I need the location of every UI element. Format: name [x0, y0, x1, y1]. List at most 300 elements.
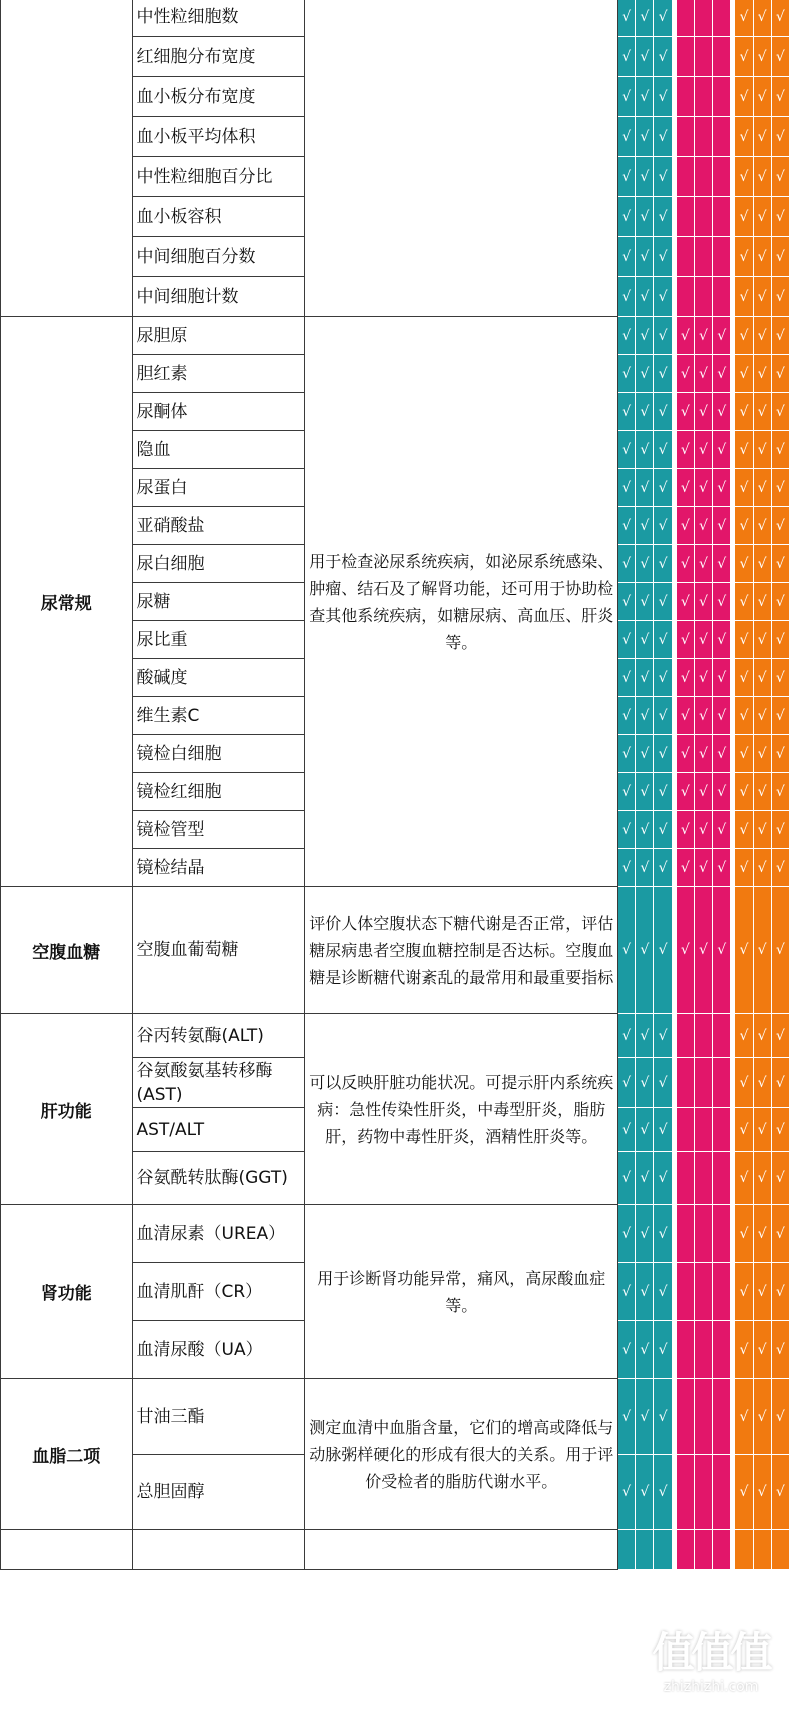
category-cell [1, 0, 133, 317]
check-cell [713, 1152, 731, 1205]
check-cell [654, 1108, 672, 1152]
check-mark-icon: √ [717, 327, 727, 344]
check-mark-icon: √ [757, 555, 767, 572]
check-mark-icon: √ [622, 365, 632, 382]
check-mark-icon: √ [739, 8, 749, 25]
check-cell [713, 1263, 731, 1321]
check-mark-icon: √ [622, 1225, 632, 1242]
item-name-cell: 尿糖 [132, 583, 305, 621]
check-mark-icon: √ [757, 1283, 767, 1300]
check-cell [771, 659, 789, 697]
check-mark-icon: √ [775, 365, 785, 382]
description-cell: 用于诊断肾功能异常，痛风，高尿酸血症等。 [305, 1205, 618, 1379]
exam-table-body [1, 0, 790, 1570]
check-cell [771, 1058, 789, 1108]
check-cell [654, 469, 672, 507]
check-cell [676, 317, 694, 355]
item-name-cell: 尿酮体 [132, 393, 305, 431]
check-cell [618, 1530, 636, 1570]
check-mark-icon: √ [640, 783, 650, 800]
check-cell [713, 237, 731, 277]
check-cell [618, 773, 636, 811]
check-mark-icon: √ [658, 1341, 668, 1358]
check-cell [771, 697, 789, 735]
check-cell [735, 811, 753, 849]
check-cell [753, 887, 771, 1014]
check-mark-icon: √ [622, 1283, 632, 1300]
check-cell [654, 1455, 672, 1530]
check-cell [636, 1530, 654, 1570]
item-name-cell: 中性粒细胞数 [132, 0, 305, 37]
check-mark-icon: √ [640, 88, 650, 105]
check-cell [713, 697, 731, 735]
check-cell [735, 1321, 753, 1379]
check-cell [676, 157, 694, 197]
check-cell [713, 431, 731, 469]
check-cell [636, 1379, 654, 1455]
item-name-cell: 镜检结晶 [132, 849, 305, 887]
check-mark-icon: √ [622, 168, 632, 185]
check-mark-icon: √ [658, 479, 668, 496]
item-name-cell: 血小板容积 [132, 197, 305, 237]
check-cell [636, 1263, 654, 1321]
check-cell [713, 1321, 731, 1379]
check-cell [771, 355, 789, 393]
check-cell [676, 1455, 694, 1530]
check-mark-icon: √ [680, 517, 690, 534]
check-mark-icon: √ [699, 441, 708, 458]
check-cell [735, 583, 753, 621]
check-mark-icon: √ [739, 248, 749, 265]
check-cell [636, 849, 654, 887]
check-mark-icon: √ [757, 365, 767, 382]
check-mark-icon: √ [658, 288, 668, 305]
check-cell [713, 659, 731, 697]
check-mark-icon: √ [622, 859, 632, 876]
check-cell [713, 37, 731, 77]
check-mark-icon: √ [757, 783, 767, 800]
check-mark-icon: √ [622, 783, 632, 800]
check-cell [694, 1152, 712, 1205]
check-mark-icon: √ [640, 1283, 650, 1300]
check-mark-icon: √ [739, 1341, 749, 1358]
table-row [1, 1205, 790, 1263]
check-mark-icon: √ [640, 745, 650, 762]
check-cell [694, 1379, 712, 1455]
check-mark-icon: √ [775, 1408, 785, 1425]
check-mark-icon: √ [717, 365, 727, 382]
check-mark-icon: √ [775, 1341, 785, 1358]
check-cell [713, 1379, 731, 1455]
check-cell [618, 545, 636, 583]
check-cell [753, 277, 771, 317]
check-cell [771, 887, 789, 1014]
check-cell [735, 277, 753, 317]
check-cell [753, 1205, 771, 1263]
check-cell [735, 431, 753, 469]
table-row [1, 1379, 790, 1455]
check-cell [735, 237, 753, 277]
watermark-logo: 值值值 [652, 1628, 770, 1677]
check-cell [676, 1058, 694, 1108]
check-cell [654, 1152, 672, 1205]
check-cell [735, 621, 753, 659]
check-mark-icon: √ [622, 942, 632, 958]
check-mark-icon: √ [775, 1074, 785, 1091]
check-mark-icon: √ [739, 669, 749, 686]
check-cell [753, 583, 771, 621]
item-name-cell: 空腹血葡萄糖 [132, 887, 305, 1014]
check-cell [694, 773, 712, 811]
check-cell [654, 1014, 672, 1058]
check-mark-icon: √ [757, 48, 767, 65]
check-cell [753, 355, 771, 393]
check-cell [618, 317, 636, 355]
item-name-cell: 镜检管型 [132, 811, 305, 849]
check-cell [713, 507, 731, 545]
check-mark-icon: √ [717, 403, 727, 420]
check-cell [618, 117, 636, 157]
check-cell [735, 469, 753, 507]
check-cell [676, 1263, 694, 1321]
item-name-cell: 谷丙转氨酶(ALT) [132, 1014, 305, 1058]
check-cell [753, 849, 771, 887]
check-mark-icon: √ [640, 1341, 650, 1358]
check-cell [654, 157, 672, 197]
check-cell [694, 1321, 712, 1379]
category-cell: 血脂二项 [1, 1379, 133, 1530]
check-mark-icon: √ [739, 1283, 749, 1300]
check-mark-icon: √ [775, 859, 785, 876]
check-cell [676, 355, 694, 393]
check-mark-icon: √ [658, 1484, 668, 1500]
check-cell [753, 659, 771, 697]
item-name-cell: 尿蛋白 [132, 469, 305, 507]
check-mark-icon: √ [699, 821, 708, 838]
check-cell [771, 37, 789, 77]
check-mark-icon: √ [658, 441, 668, 458]
check-cell [735, 157, 753, 197]
check-cell [694, 1530, 712, 1570]
check-cell [753, 393, 771, 431]
item-name-cell: 红细胞分布宽度 [132, 37, 305, 77]
check-mark-icon: √ [717, 745, 727, 762]
check-cell [735, 1455, 753, 1530]
check-cell [636, 237, 654, 277]
check-cell [735, 317, 753, 355]
check-cell [636, 317, 654, 355]
description-cell [305, 0, 618, 317]
item-name-cell: 尿白细胞 [132, 545, 305, 583]
check-cell [771, 77, 789, 117]
check-mark-icon: √ [640, 441, 650, 458]
check-cell [694, 1455, 712, 1530]
check-mark-icon: √ [757, 168, 767, 185]
check-mark-icon: √ [775, 248, 785, 265]
item-name-cell: 隐血 [132, 431, 305, 469]
check-mark-icon: √ [680, 555, 690, 572]
check-cell [713, 773, 731, 811]
check-mark-icon: √ [775, 745, 785, 762]
check-cell [654, 1263, 672, 1321]
category-cell: 空腹血糖 [1, 887, 133, 1014]
check-mark-icon: √ [757, 669, 767, 686]
check-mark-icon: √ [658, 783, 668, 800]
check-mark-icon: √ [717, 707, 727, 724]
check-mark-icon: √ [699, 707, 708, 724]
check-mark-icon: √ [739, 1027, 749, 1044]
item-name-cell: 谷氨酸氨基转移酶(AST) [132, 1058, 305, 1108]
check-mark-icon: √ [757, 1484, 767, 1500]
check-mark-icon: √ [739, 783, 749, 800]
check-mark-icon: √ [717, 783, 727, 800]
item-name-cell: 亚硝酸盐 [132, 507, 305, 545]
check-cell [694, 545, 712, 583]
check-mark-icon: √ [717, 859, 727, 876]
check-cell [618, 621, 636, 659]
check-mark-icon: √ [739, 859, 749, 876]
check-cell [618, 1455, 636, 1530]
check-mark-icon: √ [739, 1484, 749, 1500]
check-cell [713, 1530, 731, 1570]
check-mark-icon: √ [739, 365, 749, 382]
check-mark-icon: √ [622, 48, 632, 65]
check-cell [735, 1058, 753, 1108]
check-cell [676, 117, 694, 157]
check-mark-icon: √ [757, 248, 767, 265]
check-cell [771, 469, 789, 507]
check-cell [654, 1058, 672, 1108]
check-cell [636, 811, 654, 849]
check-mark-icon: √ [739, 1225, 749, 1242]
check-cell [753, 1152, 771, 1205]
check-cell [676, 469, 694, 507]
check-mark-icon: √ [640, 1225, 650, 1242]
check-cell [694, 1058, 712, 1108]
check-cell [654, 277, 672, 317]
check-cell [654, 811, 672, 849]
check-cell [713, 469, 731, 507]
check-cell [753, 117, 771, 157]
check-mark-icon: √ [699, 669, 708, 686]
check-mark-icon: √ [739, 208, 749, 225]
check-mark-icon: √ [622, 669, 632, 686]
check-cell [694, 393, 712, 431]
check-cell [618, 1379, 636, 1455]
check-mark-icon: √ [680, 327, 690, 344]
check-cell [735, 1205, 753, 1263]
item-name-cell: 中间细胞百分数 [132, 237, 305, 277]
check-cell [636, 1014, 654, 1058]
check-cell [676, 1321, 694, 1379]
check-cell [618, 1152, 636, 1205]
check-cell [694, 117, 712, 157]
check-cell [694, 621, 712, 659]
check-cell [753, 317, 771, 355]
check-mark-icon: √ [658, 821, 668, 838]
check-mark-icon: √ [658, 942, 668, 958]
check-mark-icon: √ [658, 745, 668, 762]
check-mark-icon: √ [640, 479, 650, 496]
check-cell [735, 1014, 753, 1058]
check-mark-icon: √ [658, 168, 668, 185]
check-mark-icon: √ [622, 441, 632, 458]
check-mark-icon: √ [640, 327, 650, 344]
check-cell [654, 849, 672, 887]
check-cell [636, 469, 654, 507]
check-mark-icon: √ [739, 88, 749, 105]
item-name-cell: 总胆固醇 [132, 1455, 305, 1530]
check-mark-icon: √ [680, 593, 690, 610]
check-mark-icon: √ [775, 48, 785, 65]
check-mark-icon: √ [622, 1121, 632, 1138]
check-mark-icon: √ [739, 745, 749, 762]
check-cell [676, 37, 694, 77]
check-mark-icon: √ [757, 1408, 767, 1425]
check-mark-icon: √ [622, 208, 632, 225]
check-cell [676, 1205, 694, 1263]
check-cell [654, 621, 672, 659]
check-cell [735, 849, 753, 887]
check-cell [618, 583, 636, 621]
check-cell [654, 545, 672, 583]
check-mark-icon: √ [757, 631, 767, 648]
check-cell [618, 811, 636, 849]
check-cell [654, 1321, 672, 1379]
check-cell [636, 1152, 654, 1205]
check-mark-icon: √ [739, 821, 749, 838]
check-cell [713, 1058, 731, 1108]
check-cell [676, 237, 694, 277]
check-cell [618, 393, 636, 431]
check-cell [676, 1108, 694, 1152]
check-mark-icon: √ [775, 669, 785, 686]
check-cell [676, 811, 694, 849]
check-mark-icon: √ [622, 555, 632, 572]
check-cell [713, 277, 731, 317]
check-mark-icon: √ [640, 669, 650, 686]
check-cell [713, 77, 731, 117]
item-name-cell: 维生素C [132, 697, 305, 735]
check-cell [735, 735, 753, 773]
check-cell [753, 0, 771, 37]
check-cell [771, 811, 789, 849]
check-cell [735, 773, 753, 811]
check-mark-icon: √ [775, 288, 785, 305]
check-cell [694, 37, 712, 77]
check-mark-icon: √ [739, 593, 749, 610]
check-cell [676, 659, 694, 697]
check-mark-icon: √ [739, 403, 749, 420]
check-cell [636, 1108, 654, 1152]
check-cell [694, 887, 712, 1014]
check-cell [771, 1530, 789, 1570]
check-cell [676, 197, 694, 237]
item-name-cell: 谷氨酰转肽酶(GGT) [132, 1152, 305, 1205]
check-mark-icon: √ [622, 1408, 632, 1425]
check-mark-icon: √ [757, 859, 767, 876]
check-cell [618, 735, 636, 773]
check-cell [694, 237, 712, 277]
check-mark-icon: √ [757, 128, 767, 145]
check-cell [676, 277, 694, 317]
check-mark-icon: √ [658, 1283, 668, 1300]
check-cell [676, 1014, 694, 1058]
check-mark-icon: √ [622, 288, 632, 305]
check-mark-icon: √ [757, 707, 767, 724]
check-mark-icon: √ [658, 327, 668, 344]
check-mark-icon: √ [622, 1341, 632, 1358]
check-mark-icon: √ [658, 1225, 668, 1242]
check-cell [618, 469, 636, 507]
check-mark-icon: √ [680, 859, 690, 876]
check-cell [654, 197, 672, 237]
check-mark-icon: √ [658, 593, 668, 610]
check-cell [654, 117, 672, 157]
check-cell [636, 1321, 654, 1379]
check-mark-icon: √ [640, 555, 650, 572]
check-cell [636, 887, 654, 1014]
check-cell [694, 0, 712, 37]
check-cell [713, 545, 731, 583]
category-cell [1, 1530, 133, 1570]
check-cell [676, 621, 694, 659]
check-mark-icon: √ [640, 517, 650, 534]
check-cell [735, 197, 753, 237]
check-mark-icon: √ [658, 1408, 668, 1425]
check-mark-icon: √ [717, 821, 727, 838]
check-cell [713, 317, 731, 355]
check-mark-icon: √ [739, 1408, 749, 1425]
check-mark-icon: √ [622, 403, 632, 420]
check-mark-icon: √ [775, 403, 785, 420]
check-cell [753, 1455, 771, 1530]
check-mark-icon: √ [658, 1074, 668, 1091]
check-mark-icon: √ [640, 1408, 650, 1425]
check-cell [654, 317, 672, 355]
check-mark-icon: √ [658, 859, 668, 876]
check-mark-icon: √ [658, 403, 668, 420]
check-mark-icon: √ [680, 942, 690, 958]
check-mark-icon: √ [699, 783, 708, 800]
check-cell [753, 1379, 771, 1455]
check-mark-icon: √ [739, 555, 749, 572]
check-cell [636, 1455, 654, 1530]
check-mark-icon: √ [640, 1121, 650, 1138]
check-mark-icon: √ [658, 48, 668, 65]
check-mark-icon: √ [757, 1027, 767, 1044]
check-cell [636, 1205, 654, 1263]
check-mark-icon: √ [680, 479, 690, 496]
check-mark-icon: √ [658, 631, 668, 648]
item-name-cell: 血小板分布宽度 [132, 77, 305, 117]
check-mark-icon: √ [775, 1283, 785, 1300]
check-mark-icon: √ [757, 8, 767, 25]
check-cell [618, 1014, 636, 1058]
check-cell [636, 277, 654, 317]
check-cell [753, 431, 771, 469]
check-cell [713, 811, 731, 849]
description-cell: 用于检查泌尿系统疾病，如泌尿系统感染、肿瘤、结石及了解肾功能，还可用于协助检查其他系统疾病，如糖尿病、高血压、肝炎等。 [305, 317, 618, 887]
check-mark-icon: √ [680, 783, 690, 800]
check-cell [713, 157, 731, 197]
check-mark-icon: √ [739, 168, 749, 185]
check-mark-icon: √ [757, 1170, 767, 1186]
check-mark-icon: √ [640, 821, 650, 838]
check-cell [735, 37, 753, 77]
check-cell [771, 317, 789, 355]
check-mark-icon: √ [717, 669, 727, 686]
